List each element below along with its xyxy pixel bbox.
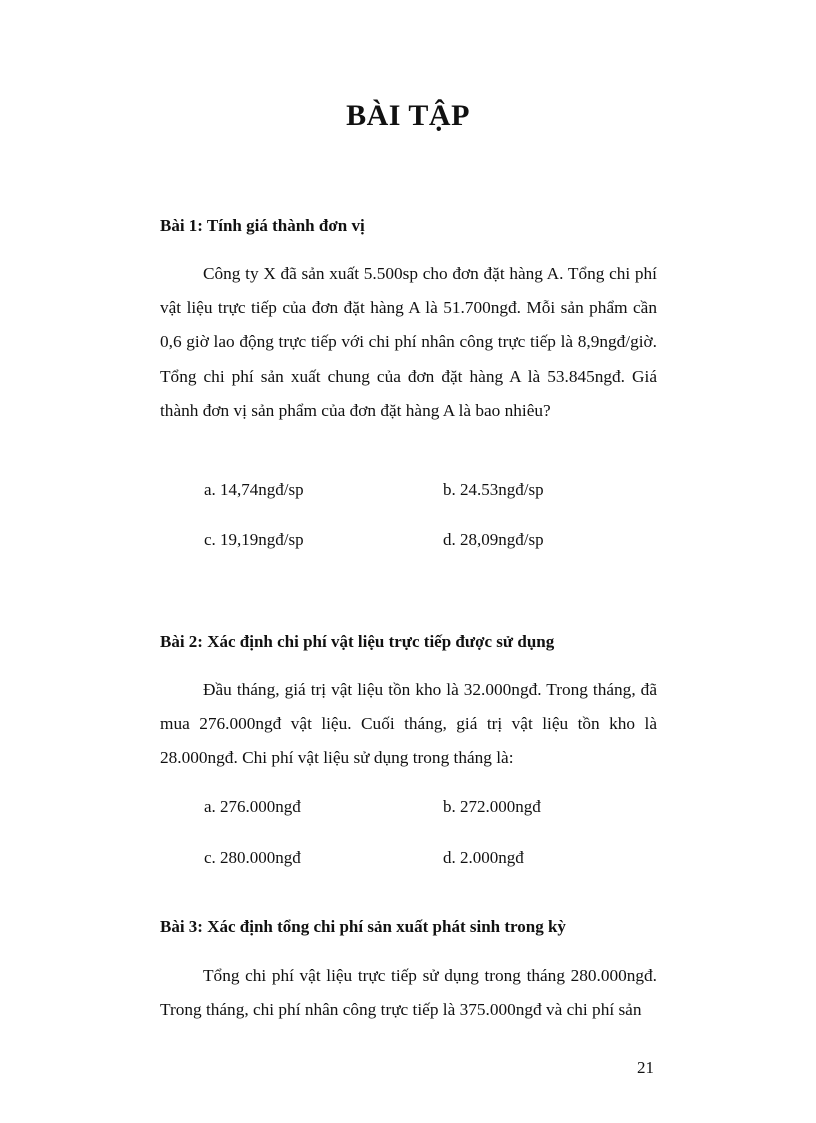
exercise-3-heading: Bài 3: Xác định tổng chi phí sản xuất phát sinh trong kỳ bbox=[160, 917, 566, 936]
exercise-2-body: Đầu tháng, giá trị vật liệu tồn kho là 32.000ngđ. Trong tháng, đã mua 276.000ngđ vật liệu. Cuối tháng, giá trị vật liệu tồn kho là 28.000ngđ. Chi phí vật liệu sử dụng trong tháng là: bbox=[160, 680, 657, 768]
exercise-2-option-a: a. 276.000ngđ bbox=[204, 797, 301, 816]
exercise-2-option-b: b. 272.000ngđ bbox=[443, 797, 541, 816]
exercise-2-option-c: c. 280.000ngđ bbox=[204, 848, 301, 867]
exercise-1-option-d: d. 28,09ngđ/sp bbox=[443, 530, 544, 549]
page-title: BÀI TẬP bbox=[346, 99, 470, 132]
exercise-1-body: Công ty X đã sản xuất 5.500sp cho đơn đặt hàng A. Tổng chi phí vật liệu trực tiếp của đơn đặt hàng A là 51.700ngđ. Mỗi sản phẩm cần 0,6 giờ lao động trực tiếp với chi phí nhân công trực tiếp là 8,9ngđ/giờ. Tổng chi phí sản xuất chung của đơn đặt hàng A là 53.845ngđ. Giá thành đơn vị sản phẩm của đơn đặt hàng A là bao nhiêu? bbox=[160, 264, 657, 420]
exercise-1-option-b: b. 24.53ngđ/sp bbox=[443, 480, 544, 499]
exercise-1-heading: Bài 1: Tính giá thành đơn vị bbox=[160, 216, 365, 235]
page-number: 21 bbox=[637, 1058, 654, 1077]
exercise-2-heading: Bài 2: Xác định chi phí vật liệu trực tiếp được sử dụng bbox=[160, 632, 555, 651]
exercise-2-option-d: d. 2.000ngđ bbox=[443, 848, 524, 867]
exercise-1-option-a: a. 14,74ngđ/sp bbox=[204, 480, 304, 499]
exercise-1-option-c: c. 19,19ngđ/sp bbox=[204, 530, 304, 549]
exercise-3-body: Tổng chi phí vật liệu trực tiếp sử dụng trong tháng 280.000ngđ. Trong tháng, chi phí nhân công trực tiếp là 375.000ngđ và chi phí sản bbox=[160, 966, 657, 1020]
